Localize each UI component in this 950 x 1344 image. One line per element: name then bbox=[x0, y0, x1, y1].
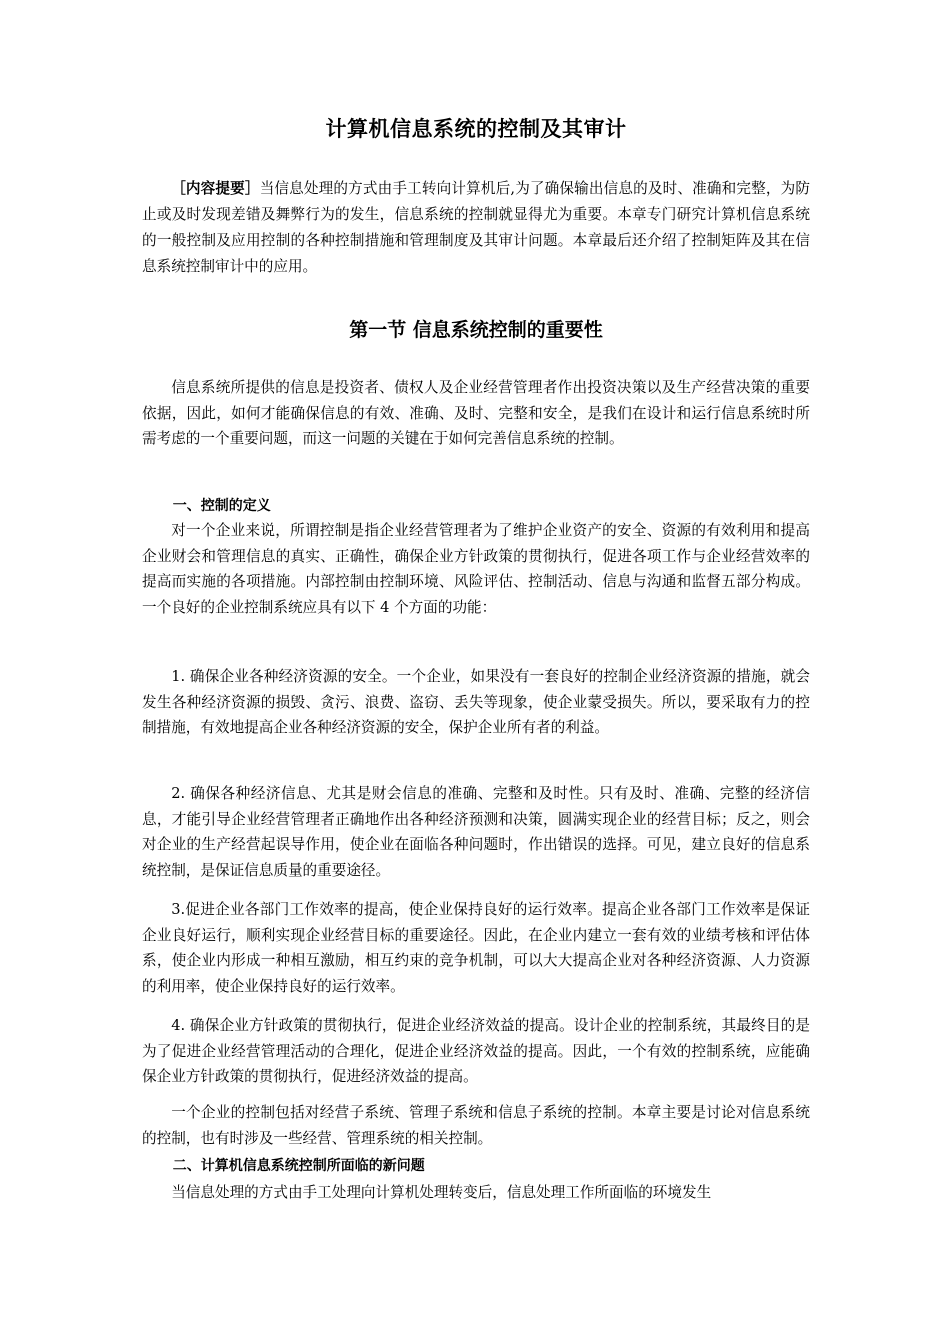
abstract-paragraph bbox=[142, 176, 810, 280]
function-item-3: 3.促进企业各部门工作效率的提高，使企业保持良好的运行效率。提高企业各部门工作效率是保证企业良好运行，顺利实现企业经营目标的重要途径。因此，在企业内建立一套有效的业绩考核和评估体系，使企业内形成一种相互激励，相互约束的竞争机制，可以大大提高企业对各种经济资源、人力资源的利用率，使企业保持良好的运行效率。 bbox=[142, 901, 810, 996]
definition-paragraph: 对一个企业来说，所谓控制是指企业经营管理者为了维护企业资产的安全、资源的有效利用和提高企业财会和管理信息的真实、正确性，确保企业方针政策的贯彻执行，促进各项工作与企业经营效率的提高而实施的各项措施。内部控制由控制环境、风险评估、控制活动、信息与沟通和监督五部分构成。一个良好的企业控制系统应具有以下 4 个方面的功能： bbox=[142, 522, 810, 617]
intro-paragraph: 信息系统所提供的信息是投资者、债权人及企业经营管理者作出投资决策以及生产经营决策的重要依据，因此，如何才能确保信息的有效、准确、及时、完整和安全，是我们在设计和运行信息系统时所需考虑的一个重要问题，而这一问题的关键在于如何完善信息系统的控制。 bbox=[142, 379, 810, 448]
new-problems-paragraph: 当信息处理的方式由手工处理向计算机处理转变后，信息处理工作所面临的环境发生 bbox=[171, 1184, 712, 1201]
function-item-4: 4. 确保企业方针政策的贯彻执行，促进企业经济效益的提高。设计企业的控制系统，其最终目的是为了促进企业经营管理活动的合理化，促进企业经济效益的提高。因此，一个有效的控制系统，应能确保企业方针政策的贯彻执行，促进经济效益的提高。 bbox=[142, 1017, 810, 1086]
function-item-1: 1. 确保企业各种经济资源的安全。一个企业，如果没有一套良好的控制企业经济资源的措施，就会发生各种经济资源的损毁、贪污、浪费、盗窃、丢失等现象，使企业蒙受损失。所以，要采取有力的控制措施，有效地提高企业各种经济资源的安全，保护企业所有者的利益。 bbox=[142, 668, 810, 737]
heading-new-problems: 二、计算机信息系统控制所面临的新问题 bbox=[172, 1158, 425, 1174]
scope-paragraph: 一个企业的控制包括对经营子系统、管理子系统和信息子系统的控制。本章主要是讨论对信息系统的控制，也有时涉及一些经营、管理系统的相关控制。 bbox=[142, 1104, 810, 1147]
abstract-text: 当信息处理的方式由手工转向计算机后,为了确保输出信息的及时、准确和完整，为防止或及时发现差错及舞弊行为的发生，信息系统的控制就显得尤为重要。本章专门研究计算机信息系统的一般控制及应用控制的各种控制措施和管理制度及其审计问题。本章最后还介绍了控制矩阵及其在信息系统控制审计中的应用。 bbox=[142, 180, 810, 275]
abstract-label: ［内容提要］ bbox=[171, 180, 260, 197]
document-title: 计算机信息系统的控制及其审计 bbox=[325, 117, 627, 141]
function-item-2: 2. 确保各种经济信息、尤其是财会信息的准确、完整和及时性。只有及时、准确、完整的经济信息，才能引导企业经营管理者正确地作出各种经济预测和决策，圆满实现企业的经营目标；反之，则会对企业的生产经营起误导作用，使企业在面临各种问题时，作出错误的选择。可见，建立良好的信息系统控制，是保证信息质量的重要途径。 bbox=[142, 785, 810, 880]
section-title: 第一节 信息系统控制的重要性 bbox=[349, 319, 603, 341]
heading-control-definition: 一、控制的定义 bbox=[172, 498, 271, 514]
